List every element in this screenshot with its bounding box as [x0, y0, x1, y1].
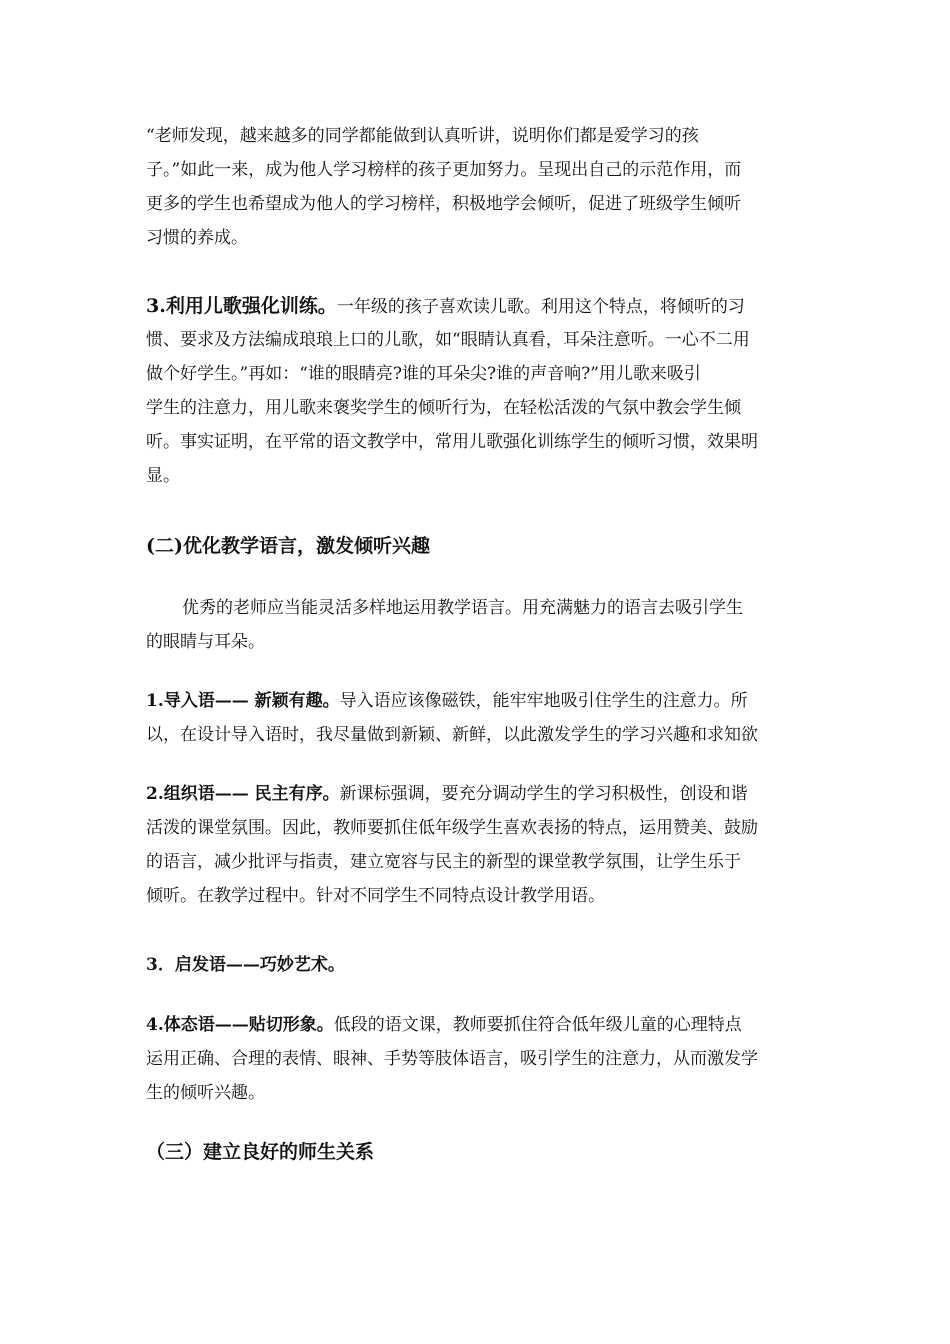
paragraph-lead: 2.组织语—— 民主有序。	[146, 784, 340, 804]
text-line: 习惯的养成。	[146, 228, 248, 248]
text-line: 做个好学生。”再如：“谁的眼睛亮?谁的耳朵尖?谁的声音响?”用儿歌来吸引	[146, 364, 701, 384]
paragraph-lead: 3.利用儿歌强化训练。	[146, 295, 337, 317]
text-line: 学生的注意力，用儿歌来褒奖学生的倾听行为，在轻松活泼的气氛中教会学生倾	[146, 398, 741, 418]
paragraph-lead: 4.体态语——贴切形象。	[146, 1015, 334, 1035]
paragraph-example-praise	[146, 119, 810, 255]
text-line: 倾听。在教学过程中。针对不同学生不同特点设计教学用语。	[146, 886, 605, 906]
section-heading-three: （三）建立良好的师生关系	[146, 1141, 375, 1163]
text-line	[146, 777, 810, 811]
text-run: 低段的语文课，教师要抓住符合低年级儿童的心理特点	[333, 1015, 742, 1035]
text-line	[146, 1008, 810, 1042]
text-line: “老师发现，越来越多的同学都能做到认真听讲，说明你们都是爱学习的孩	[146, 126, 699, 146]
paragraph-intro-language	[146, 684, 810, 752]
text-line: 子。”如此一来，成为他人学习榜样的孩子更加努力。呈现出自己的示范作用，而	[146, 160, 742, 180]
paragraph-lead: 3．启发语——巧妙艺术。	[146, 955, 345, 975]
text-run: 导入语应该像磁铁，能牢牢地吸引住学生的注意力。所	[339, 691, 748, 711]
text-line: 更多的学生也希望成为他人的学习榜样，积极地学会倾听，促进了班级学生倾听	[146, 194, 741, 214]
text-line: 优秀的老师应当能灵活多样地运用教学语言。用充满魅力的语言去吸引学生	[182, 598, 743, 618]
paragraph-organizing-language	[146, 777, 810, 913]
text-line: 以，在设计导入语时，我尽量做到新颖、新鲜，以此激发学生的学习兴趣和求知欲	[146, 725, 758, 745]
text-line: 生的倾听兴趣。	[146, 1083, 265, 1103]
text-line: 活泼的课堂氛围。因此，教师要抓住低年级学生喜欢表扬的特点，运用赞美、鼓励	[146, 818, 758, 838]
text-line: 惯、要求及方法编成琅琅上口的儿歌，如“眼睛认真看，耳朵注意听。一心不二用	[146, 330, 750, 350]
paragraph-inspiring-language	[146, 948, 810, 982]
text-line: 运用正确、合理的表情、眼神、手势等肢体语言，吸引学生的注意力，从而激发学	[146, 1049, 758, 1069]
text-line: 的眼睛与耳朵。	[146, 632, 265, 652]
text-line: 的语言，减少批评与指责，建立宽容与民主的新型的课堂教学氛围，让学生乐于	[146, 852, 741, 872]
paragraph-lead: 1.导入语—— 新颖有趣。	[146, 691, 340, 711]
paragraph-body-language	[146, 1008, 810, 1110]
paragraph-nursery-rhymes	[146, 289, 810, 493]
paragraph-teaching-language	[146, 591, 810, 659]
text-line: 显。	[146, 466, 180, 486]
text-line	[146, 289, 810, 323]
text-line: 听。事实证明，在平常的语文教学中，常用儿歌强化训练学生的倾听习惯，效果明	[146, 432, 758, 452]
text-run: 新课标强调，要充分调动学生的学习积极性，创设和谐	[339, 784, 748, 804]
section-heading-two: (二)优化教学语言，激发倾听兴趣	[146, 535, 430, 557]
text-line	[146, 684, 810, 718]
text-run: 一年级的孩子喜欢读儿歌。利用这个特点，将倾听的习	[336, 297, 745, 317]
